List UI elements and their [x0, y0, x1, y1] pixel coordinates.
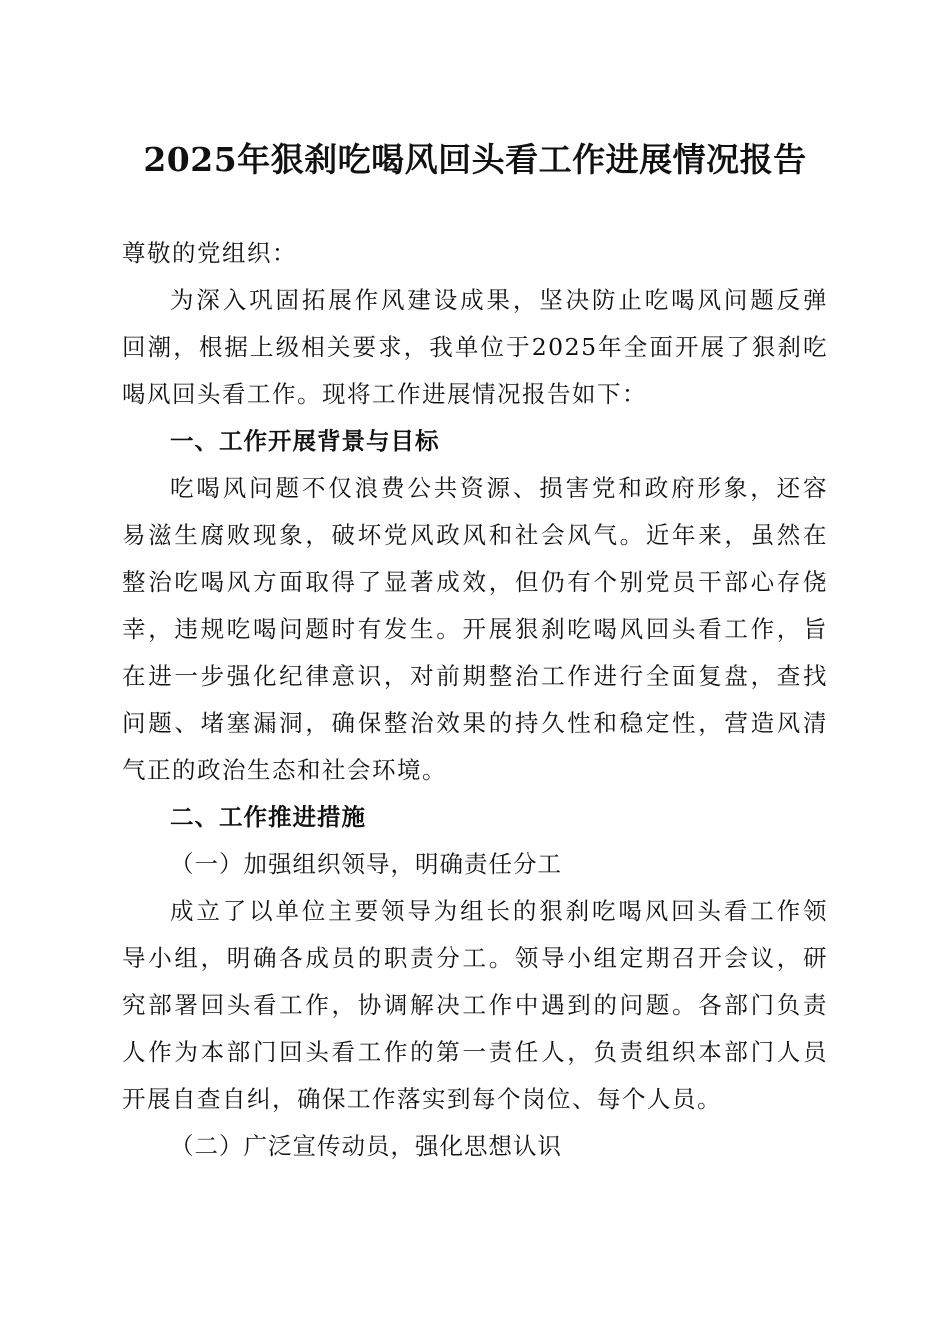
document-title: 2025年狠刹吃喝风回头看工作进展情况报告	[143, 140, 807, 179]
section-1-line: 易滋生腐败现象，破坏党风政风和社会风气。近年来，虽然在	[122, 521, 828, 549]
section-1-heading: 一、工作开展背景与目标	[170, 427, 440, 455]
section-1-line: 吃喝风问题不仅浪费公共资源、损害党和政府形象，还容	[170, 474, 828, 502]
section-1-line: 问题、堵塞漏洞，确保整治效果的持久性和稳定性，营造风清	[122, 709, 828, 737]
intro-line: 喝风回头看工作。现将工作进展情况报告如下：	[122, 380, 647, 408]
section-1-line: 在进一步强化纪律意识，对前期整治工作进行全面复盘，查找	[122, 662, 828, 690]
intro-line: 回潮，根据上级相关要求，我单位于2025年全面开展了狠刹吃	[122, 333, 828, 361]
salutation: 尊敬的党组织：	[122, 239, 297, 267]
subsection-1-line: 成立了以单位主要领导为组长的狠刹吃喝风回头看工作领	[170, 897, 828, 925]
subsection-1-line: 导小组，明确各成员的职责分工。领导小组定期召开会议，研	[122, 944, 828, 972]
section-1-line: 幸，违规吃喝问题时有发生。开展狠刹吃喝风回头看工作，旨	[122, 615, 828, 643]
section-1-line: 整治吃喝风方面取得了显著成效，但仍有个别党员干部心存侥	[122, 568, 828, 596]
subsection-2-heading: （二）广泛宣传动员，强化思想认识	[170, 1132, 562, 1160]
subsection-1-line: 究部署回头看工作，协调解决工作中遇到的问题。各部门负责	[122, 991, 828, 1019]
section-2-heading: 二、工作推进措施	[170, 803, 366, 831]
subsection-1-heading: （一）加强组织领导，明确责任分工	[170, 850, 562, 878]
section-1-line: 气正的政治生态和社会环境。	[122, 756, 447, 784]
subsection-1-line: 开展自查自纠，确保工作落实到每个岗位、每个人员。	[122, 1085, 722, 1113]
intro-line: 为深入巩固拓展作风建设成果，坚决防止吃喝风问题反弹	[170, 286, 828, 314]
subsection-1-line: 人作为本部门回头看工作的第一责任人，负责组织本部门人员	[122, 1038, 828, 1066]
document-body	[122, 230, 828, 1170]
